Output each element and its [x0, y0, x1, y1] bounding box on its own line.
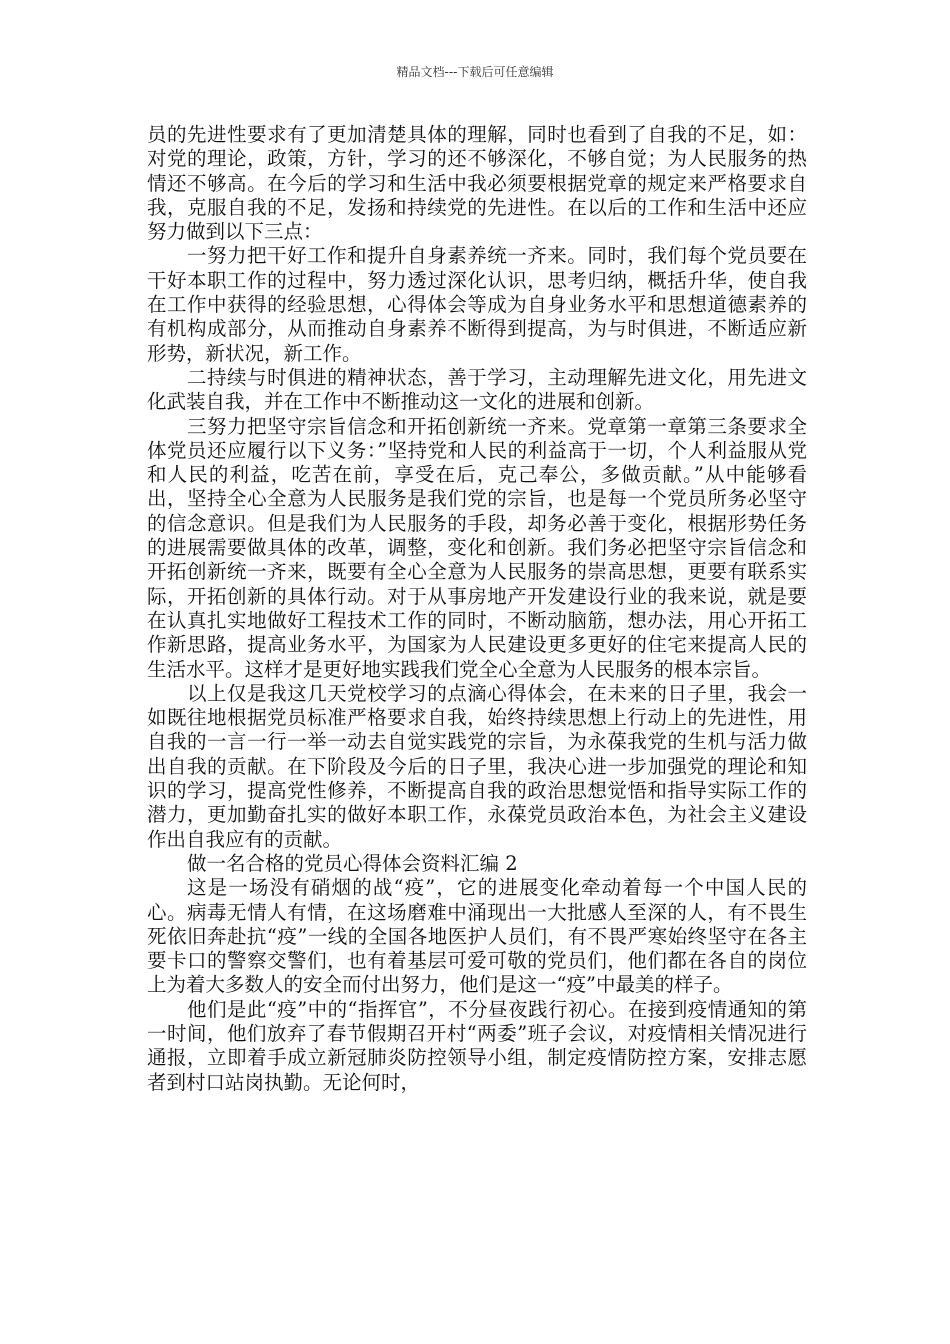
document-body [147, 123, 807, 1095]
paragraph-conclusion: 以上仅是我这几天党校学习的点滴心得体会，在未来的日子里，我会一如既往地根据党员标准严格要求自我，始终持续思想上行动上的先进性，用自我的一言一行一举一动去自觉实践党的宗旨，为永葆我党的生机与活力做出自我的贡献。在下阶段及今后的日子里，我决心进一步加强党的理论和知识的学习，提高党性修养，不断提高自我的政治思想觉悟和指导实际工作的潜力，更加勤奋扎实的做好本职工作，永葆党员政治本色，为社会主义建设作出自我应有的贡献。 [147, 681, 807, 851]
section-paragraph-commanders: 他们是此“疫”中的“指挥官”，不分昼夜践行初心。在接到疫情通知的第一时间，他们放弃了春节假期召开村“两委”班子会议，对疫情相关情况进行通报，立即着手成立新冠肺炎防控领导小组，制定疫情防控方案，安排志愿者到村口站岗执勤。无论何时， [147, 997, 807, 1094]
paragraph-point-one: 一努力把干好工作和提升自身素养统一齐来。同时，我们每个党员要在干好本职工作的过程中，努力透过深化认识，思考归纳，概括升华，使自我在工作中获得的经验思想，心得体会等成为自身业务水平和思想道德素养的有机构成部分，从而推动自身素养不断得到提高，为与时俱进，不断适应新形势，新状况，新工作。 [147, 244, 807, 365]
section-title: 做一名合格的党员心得体会资料汇编 2 [187, 851, 518, 875]
paragraph-continuation: 员的先进性要求有了更加清楚具体的理解，同时也看到了自我的不足，如：对党的理论，政策，方针，学习的还不够深化，不够自觉；为人民服务的热情还不够高。在今后的学习和生活中我必须要根据党章的规定来严格要求自我，克服自我的不足，发扬和持续党的先进性。在以后的工作和生活中还应努力做到以下三点： [147, 123, 807, 244]
section-paragraph-intro: 这是一场没有硝烟的战“疫”，它的进展变化牵动着每一个中国人民的心。病毒无情人有情，在这场磨难中涌现出一大批感人至深的人，有不畏生死依旧奔赴抗“疫”一线的全国各地医护人员们，有不畏严寒始终坚守在各主要卡口的警察交警们，也有着基层可爱可敬的党员们，他们都在各自的岗位上为着大多数人的安全而付出努力，他们是这一“疫”中最美的样子。 [147, 876, 807, 997]
paragraph-point-three: 三努力把坚守宗旨信念和开拓创新统一齐来。党章第一章第三条要求全体党员还应履行以下义务：”坚持党和人民的利益高于一切，个人利益服从党和人民的利益，吃苦在前，享受在后，克己奉公，多做贡献。”从中能够看出，坚持全心全意为人民服务是我们党的宗旨，也是每一个党员所务必坚守的信念意识。但是我们为人民服务的手段，却务必善于变化，根据形势任务的进展需要做具体的改革，调整，变化和创新。我们务必把坚守宗旨信念和开拓创新统一齐来，既要有全心全意为人民服务的崇高思想，更要有联系实际，开拓创新的具体行动。对于从事房地产开发建设行业的我来说，就是要在认真扎实地做好工程技术工作的同时，不断动脑筋，想办法，用心开拓工作新思路，提高业务水平，为国家为人民建设更多更好的住宅来提高人民的生活水平。这样才是更好地实践我们党全心全意为人民服务的根本宗旨。 [147, 414, 807, 681]
paragraph-point-two: 二持续与时俱进的精神状态，善于学习，主动理解先进文化，用先进文化武装自我，并在工作中不断推动这一文化的进展和创新。 [147, 365, 807, 414]
page-header: 精品文档---下载后可任意编辑 [396, 65, 554, 79]
